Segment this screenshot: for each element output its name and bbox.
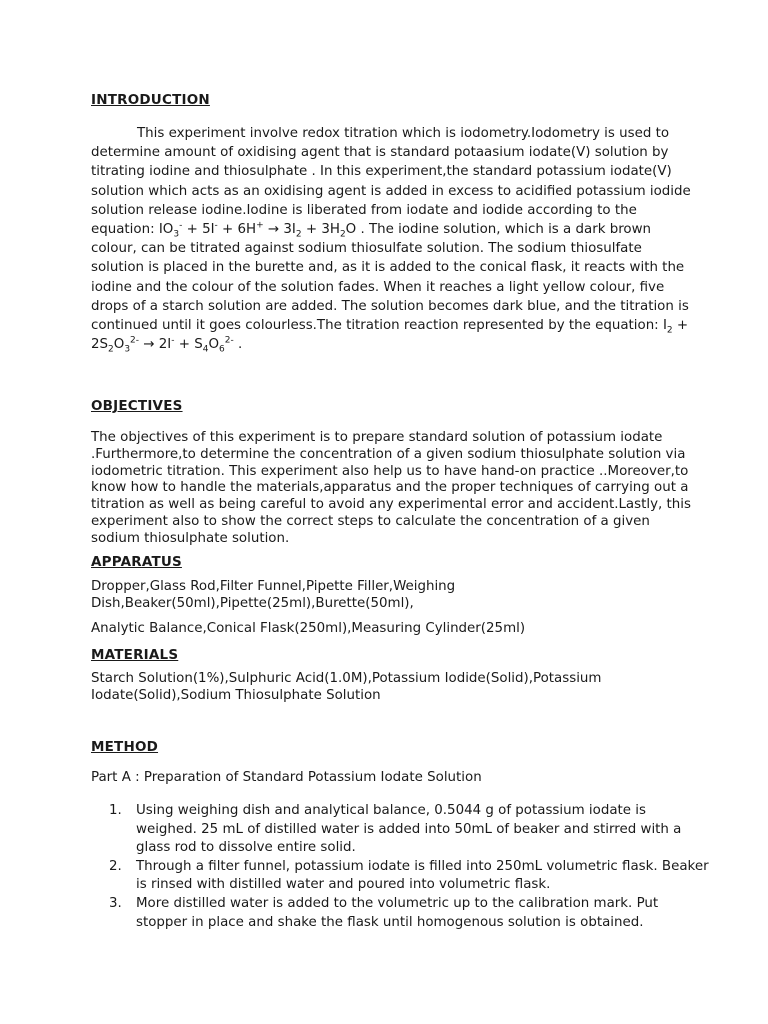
equation-thiosulfate: $I_2 + 2S_2O_3^{2-} \to 2I^- + S_4O_6^{2-}$ . bbox=[91, 318, 689, 355]
list-item: 2. Through a filter funnel, potassium iodate is filled into 250mL volumetric flask. Beaker is rinsed with distilled water and poured into volumetric flask. bbox=[109, 858, 709, 893]
list-item: 1. Using weighing dish and analytical balance, 0.5044 g of potassium iodate is weighed. 25 mL of distilled water is added into 50mL of beaker and stirred with a glass rod to dissolve entire solid. bbox=[109, 803, 682, 856]
part-a-title: Part A : Preparation of Standard Potassium Iodate Solution bbox=[91, 770, 482, 785]
materials-heading: MATERIALS bbox=[91, 647, 179, 663]
apparatus-line-2: Analytic Balance,Conical Flask(250ml),Measuring Cylinder(25ml) bbox=[91, 621, 526, 636]
introduction-text-a: This experiment involve redox titration which is iodometry.Iodometry is used to determine amount of oxidising agent that is standard potaasium iodate(V) solution by titrating iodine and thiosulphate . In this experiment,the standard potassium iodate(V) solution which acts as an oxidising agent is added in excess to acidified potassium iodide solution release iodine.Iodine is liberated from iodate and iodide according to the equation: bbox=[91, 126, 691, 238]
introduction-text-b: . The iodine solution, which is a dark brown colour, can be titrated against sodium thiosulfate solution. The sodium thiosulfate solution is placed in the burette and, as it is added to the conical flask, it reacts with the iodine and the colour of the solution fades. When it reaches a light yellow colour, five drops of a starch solution are added. The solution becomes dark blue, and the titration is continued until it goes colourless.The titration reaction represented by the equation: bbox=[91, 222, 689, 334]
introduction-heading: INTRODUCTION bbox=[91, 92, 210, 108]
list-item: 3. More distilled water is added to the volumetric up to the calibration mark. Put stopper in place and shake the flask until homogenous solution is obtained. bbox=[109, 895, 659, 930]
method-steps-list bbox=[91, 802, 711, 932]
equation-iodate-iodide: $IO_3^- + 5I^- + 6H^+ \to 3I_2 + 3H_2O$ bbox=[158, 220, 357, 240]
apparatus-heading: APPARATUS bbox=[91, 554, 182, 570]
introduction-paragraph bbox=[91, 124, 691, 354]
method-heading: METHOD bbox=[91, 739, 159, 755]
materials-paragraph: Starch Solution(1%),Sulphuric Acid(1.0M),Potassium Iodide(Solid),Potassium Iodate(Solid),Sodium Thiosulphate Solution bbox=[91, 671, 602, 703]
apparatus-line-1: Dropper,Glass Rod,Filter Funnel,Pipette Filler,Weighing Dish,Beaker(50ml),Pipette(25ml),Burette(50ml), bbox=[91, 579, 456, 611]
objectives-paragraph: The objectives of this experiment is to prepare standard solution of potassium iodate .Furthermore,to determine the concentration of a given sodium thiosulphate solution via iodometric titration. This experiment also help us to have hand-on practice ..Moreover,to know how to handle the materials,apparatus and the proper techniques of carrying out a titration as well as being careful to avoid any experimental error and accident.Lastly, this experiment also to show the correct steps to calculate the concentration of a given sodium thiosulphate solution. bbox=[91, 430, 691, 546]
objectives-heading: OBJECTIVES bbox=[91, 398, 183, 414]
